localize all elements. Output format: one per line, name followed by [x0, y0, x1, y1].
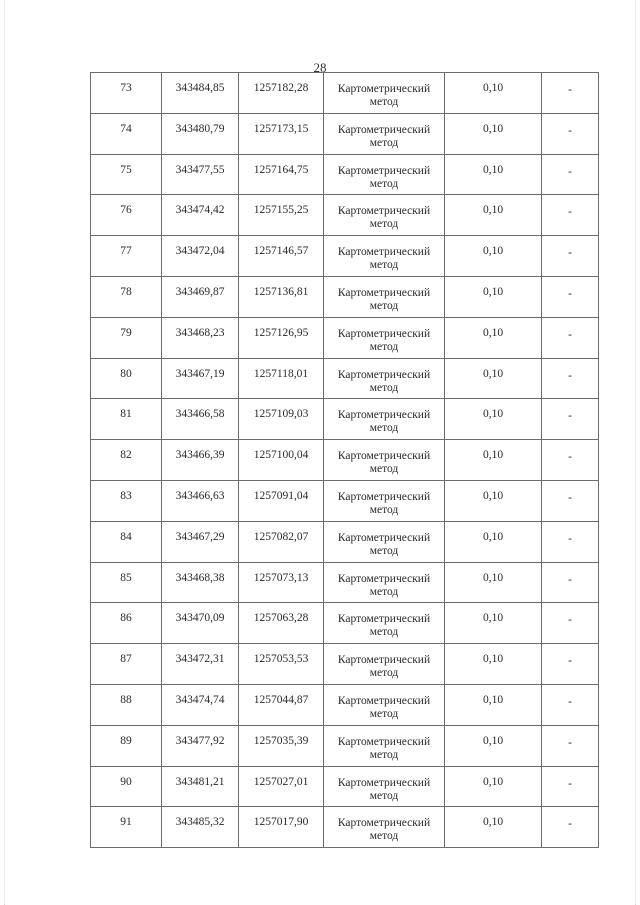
x-coordinate: 343484,85: [175, 82, 225, 94]
note-value: -: [568, 165, 572, 178]
method-cell: [324, 480, 445, 521]
accuracy-cell: [445, 73, 542, 114]
point-number-cell: [91, 766, 162, 807]
method-cell: [324, 440, 445, 481]
point-number-cell: [91, 317, 162, 358]
point-number: 83: [120, 489, 132, 502]
accuracy-value: 0,10: [482, 245, 504, 258]
note-value: -: [568, 124, 572, 137]
accuracy-cell: [445, 480, 542, 521]
y-coordinate: 1257044,87: [253, 693, 309, 706]
scan-right-edge: [635, 0, 640, 905]
accuracy-value: 0,10: [482, 367, 504, 380]
accuracy-cell: [445, 521, 542, 562]
accuracy-cell: [445, 154, 542, 195]
point-number-cell: [91, 276, 162, 317]
y-coordinate-cell: [239, 684, 324, 725]
note-value: -: [568, 736, 572, 749]
note-cell: [542, 358, 599, 399]
accuracy-value: 0,10: [482, 326, 504, 339]
y-coordinate-cell: [239, 154, 324, 195]
point-number: 88: [120, 693, 132, 706]
point-number: 89: [120, 734, 132, 747]
accuracy-value: 0,10: [482, 489, 504, 502]
table-row: [91, 521, 599, 562]
y-coordinate: 1257146,57: [253, 245, 309, 258]
point-number: 74: [120, 122, 132, 135]
y-coordinate: 1257136,81: [253, 285, 309, 298]
x-coordinate: 343468,23: [175, 326, 225, 339]
x-coordinate: 343467,19: [175, 367, 225, 380]
accuracy-value: 0,10: [482, 530, 504, 543]
note-value: -: [568, 777, 572, 790]
point-number-cell: [91, 358, 162, 399]
method-cell: [324, 236, 445, 277]
point-number: 82: [120, 449, 132, 462]
y-coordinate-cell: [239, 358, 324, 399]
method-text: Картометрический метод: [337, 694, 431, 720]
note-value: -: [568, 655, 572, 668]
x-coordinate: 343477,55: [175, 163, 225, 176]
accuracy-cell: [445, 807, 542, 848]
accuracy-value: 0,10: [482, 775, 504, 788]
note-value: -: [568, 532, 572, 545]
table-row: [91, 73, 599, 114]
y-coordinate-cell: [239, 603, 324, 644]
x-coordinate-cell: [162, 113, 239, 154]
coordinates-table: [90, 72, 599, 848]
method-cell: [324, 807, 445, 848]
note-cell: [542, 276, 599, 317]
point-number: 87: [120, 653, 132, 666]
accuracy-value: 0,10: [482, 612, 504, 625]
x-coordinate-cell: [162, 276, 239, 317]
table-row: [91, 113, 599, 154]
point-number: 73: [120, 82, 132, 94]
method-text: Картометрический метод: [337, 409, 431, 435]
method-text: Картометрический метод: [337, 368, 431, 394]
y-coordinate-cell: [239, 195, 324, 236]
note-cell: [542, 766, 599, 807]
accuracy-value: 0,10: [482, 653, 504, 666]
note-cell: [542, 154, 599, 195]
point-number: 90: [120, 775, 132, 788]
accuracy-cell: [445, 195, 542, 236]
method-text: Картометрический метод: [337, 654, 431, 680]
point-number: 80: [120, 367, 132, 380]
table-row: [91, 154, 599, 195]
note-value: -: [568, 206, 572, 219]
note-cell: [542, 603, 599, 644]
method-cell: [324, 603, 445, 644]
x-coordinate: 343481,21: [175, 775, 225, 788]
x-coordinate: 343466,63: [175, 489, 225, 502]
table-row: [91, 766, 599, 807]
accuracy-value: 0,10: [482, 734, 504, 747]
y-coordinate: 1257073,13: [253, 571, 309, 584]
x-coordinate-cell: [162, 521, 239, 562]
accuracy-cell: [445, 113, 542, 154]
x-coordinate-cell: [162, 807, 239, 848]
point-number-cell: [91, 725, 162, 766]
note-cell: [542, 317, 599, 358]
point-number-cell: [91, 236, 162, 277]
point-number: 78: [120, 285, 132, 298]
y-coordinate: 1257173,15: [253, 122, 309, 135]
table-row: [91, 725, 599, 766]
accuracy-cell: [445, 603, 542, 644]
table-row: [91, 236, 599, 277]
x-coordinate-cell: [162, 766, 239, 807]
x-coordinate-cell: [162, 236, 239, 277]
note-cell: [542, 562, 599, 603]
method-text: Картометрический метод: [337, 613, 431, 639]
point-number-cell: [91, 195, 162, 236]
table-row: [91, 644, 599, 685]
y-coordinate: 1257100,04: [253, 449, 309, 462]
method-cell: [324, 725, 445, 766]
method-text: Картометрический метод: [337, 205, 431, 231]
method-cell: [324, 358, 445, 399]
y-coordinate-cell: [239, 113, 324, 154]
point-number-cell: [91, 154, 162, 195]
accuracy-cell: [445, 440, 542, 481]
accuracy-value: 0,10: [482, 816, 504, 829]
accuracy-value: 0,10: [482, 449, 504, 462]
x-coordinate: 343474,74: [175, 693, 225, 706]
accuracy-cell: [445, 725, 542, 766]
point-number-cell: [91, 399, 162, 440]
accuracy-cell: [445, 562, 542, 603]
method-cell: [324, 317, 445, 358]
x-coordinate: 343466,58: [175, 408, 225, 421]
note-cell: [542, 195, 599, 236]
table-row: [91, 807, 599, 848]
note-value: -: [568, 369, 572, 382]
y-coordinate-cell: [239, 725, 324, 766]
method-text: Картометрический метод: [337, 164, 431, 190]
page-number: 28: [313, 60, 327, 75]
method-text: Картометрический метод: [337, 531, 431, 557]
note-cell: [542, 644, 599, 685]
accuracy-cell: [445, 644, 542, 685]
x-coordinate-cell: [162, 684, 239, 725]
note-value: -: [568, 818, 572, 831]
method-cell: [324, 521, 445, 562]
note-value: -: [568, 695, 572, 708]
x-coordinate-cell: [162, 603, 239, 644]
note-cell: [542, 521, 599, 562]
x-coordinate-cell: [162, 562, 239, 603]
note-cell: [542, 725, 599, 766]
x-coordinate: 343474,42: [175, 204, 225, 217]
note-value: -: [568, 328, 572, 341]
y-coordinate: 1257155,25: [253, 204, 309, 217]
note-cell: [542, 236, 599, 277]
y-coordinate-cell: [239, 399, 324, 440]
y-coordinate: 1257017,90: [253, 816, 309, 829]
method-text: Картометрический метод: [337, 735, 431, 761]
note-cell: [542, 113, 599, 154]
method-text: Картометрический метод: [337, 83, 431, 108]
accuracy-cell: [445, 276, 542, 317]
table-row: [91, 603, 599, 644]
note-cell: [542, 399, 599, 440]
x-coordinate-cell: [162, 154, 239, 195]
method-text: Картометрический метод: [337, 817, 431, 843]
y-coordinate: 1257118,01: [253, 367, 309, 380]
method-text: Картометрический метод: [337, 572, 431, 598]
y-coordinate: 1257182,28: [253, 82, 309, 94]
accuracy-value: 0,10: [482, 693, 504, 706]
note-cell: [542, 73, 599, 114]
x-coordinate-cell: [162, 317, 239, 358]
point-number-cell: [91, 73, 162, 114]
table-body: [91, 73, 599, 848]
method-cell: [324, 73, 445, 114]
accuracy-value: 0,10: [482, 408, 504, 421]
method-text: Картометрический метод: [337, 490, 431, 516]
method-text: Картометрический метод: [337, 286, 431, 312]
note-value: -: [568, 247, 572, 260]
accuracy-value: 0,10: [482, 122, 504, 135]
y-coordinate: 1257126,95: [253, 326, 309, 339]
method-text: Картометрический метод: [337, 327, 431, 353]
table-row: [91, 684, 599, 725]
scan-left-edge: [0, 0, 5, 905]
note-value: -: [568, 614, 572, 627]
method-text: Картометрический метод: [337, 246, 431, 272]
point-number-cell: [91, 562, 162, 603]
table-row: [91, 440, 599, 481]
accuracy-value: 0,10: [482, 571, 504, 584]
note-value: -: [568, 491, 572, 504]
note-value: -: [568, 451, 572, 464]
note-cell: [542, 480, 599, 521]
y-coordinate: 1257027,01: [253, 775, 309, 788]
method-cell: [324, 113, 445, 154]
accuracy-cell: [445, 236, 542, 277]
x-coordinate: 343466,39: [175, 449, 225, 462]
method-text: Картометрический метод: [337, 450, 431, 476]
accuracy-value: 0,10: [482, 285, 504, 298]
x-coordinate-cell: [162, 195, 239, 236]
note-value: -: [568, 410, 572, 423]
method-text: Картометрический метод: [337, 776, 431, 802]
accuracy-cell: [445, 358, 542, 399]
point-number: 91: [120, 816, 132, 829]
table-row: [91, 399, 599, 440]
y-coordinate: 1257035,39: [253, 734, 309, 747]
point-number: 86: [120, 612, 132, 625]
point-number: 75: [120, 163, 132, 176]
accuracy-cell: [445, 684, 542, 725]
note-cell: [542, 807, 599, 848]
x-coordinate-cell: [162, 73, 239, 114]
y-coordinate-cell: [239, 562, 324, 603]
x-coordinate: 343468,38: [175, 571, 225, 584]
table-row: [91, 358, 599, 399]
point-number: 77: [120, 245, 132, 258]
x-coordinate-cell: [162, 644, 239, 685]
point-number: 76: [120, 204, 132, 217]
accuracy-cell: [445, 317, 542, 358]
y-coordinate-cell: [239, 440, 324, 481]
point-number: 84: [120, 530, 132, 543]
x-coordinate-cell: [162, 440, 239, 481]
x-coordinate: 343472,31: [175, 653, 225, 666]
y-coordinate-cell: [239, 317, 324, 358]
accuracy-value: 0,10: [482, 163, 504, 176]
y-coordinate: 1257053,53: [253, 653, 309, 666]
x-coordinate-cell: [162, 480, 239, 521]
y-coordinate: 1257164,75: [253, 163, 309, 176]
point-number: 79: [120, 326, 132, 339]
y-coordinate-cell: [239, 766, 324, 807]
accuracy-value: 0,10: [482, 82, 504, 94]
accuracy-cell: [445, 766, 542, 807]
x-coordinate: 343477,92: [175, 734, 225, 747]
method-cell: [324, 562, 445, 603]
note-cell: [542, 440, 599, 481]
x-coordinate: 343480,79: [175, 122, 225, 135]
x-coordinate-cell: [162, 358, 239, 399]
y-coordinate: 1257082,07: [253, 530, 309, 543]
x-coordinate-cell: [162, 725, 239, 766]
y-coordinate-cell: [239, 644, 324, 685]
y-coordinate-cell: [239, 480, 324, 521]
note-cell: [542, 684, 599, 725]
x-coordinate: 343485,32: [175, 816, 225, 829]
y-coordinate: 1257109,03: [253, 408, 309, 421]
y-coordinate: 1257091,04: [253, 489, 309, 502]
table-row: [91, 562, 599, 603]
y-coordinate-cell: [239, 73, 324, 114]
y-coordinate-cell: [239, 521, 324, 562]
method-cell: [324, 766, 445, 807]
method-cell: [324, 684, 445, 725]
table-row: [91, 195, 599, 236]
method-cell: [324, 195, 445, 236]
method-cell: [324, 276, 445, 317]
x-coordinate: 343469,87: [175, 285, 225, 298]
point-number-cell: [91, 644, 162, 685]
point-number-cell: [91, 807, 162, 848]
point-number-cell: [91, 113, 162, 154]
point-number: 85: [120, 571, 132, 584]
table-row: [91, 276, 599, 317]
y-coordinate-cell: [239, 236, 324, 277]
note-value: -: [568, 573, 572, 586]
point-number-cell: [91, 684, 162, 725]
point-number-cell: [91, 521, 162, 562]
method-cell: [324, 644, 445, 685]
note-value: -: [568, 287, 572, 300]
point-number: 81: [120, 408, 132, 421]
y-coordinate-cell: [239, 276, 324, 317]
method-cell: [324, 399, 445, 440]
method-text: Картометрический метод: [337, 123, 431, 149]
table-row: [91, 480, 599, 521]
method-cell: [324, 154, 445, 195]
note-value: -: [568, 84, 572, 96]
point-number-cell: [91, 603, 162, 644]
accuracy-value: 0,10: [482, 204, 504, 217]
y-coordinate: 1257063,28: [253, 612, 309, 625]
table-row: [91, 317, 599, 358]
point-number-cell: [91, 480, 162, 521]
x-coordinate-cell: [162, 399, 239, 440]
accuracy-cell: [445, 399, 542, 440]
x-coordinate: 343472,04: [175, 245, 225, 258]
y-coordinate-cell: [239, 807, 324, 848]
x-coordinate: 343467,29: [175, 530, 225, 543]
point-number-cell: [91, 440, 162, 481]
x-coordinate: 343470,09: [175, 612, 225, 625]
